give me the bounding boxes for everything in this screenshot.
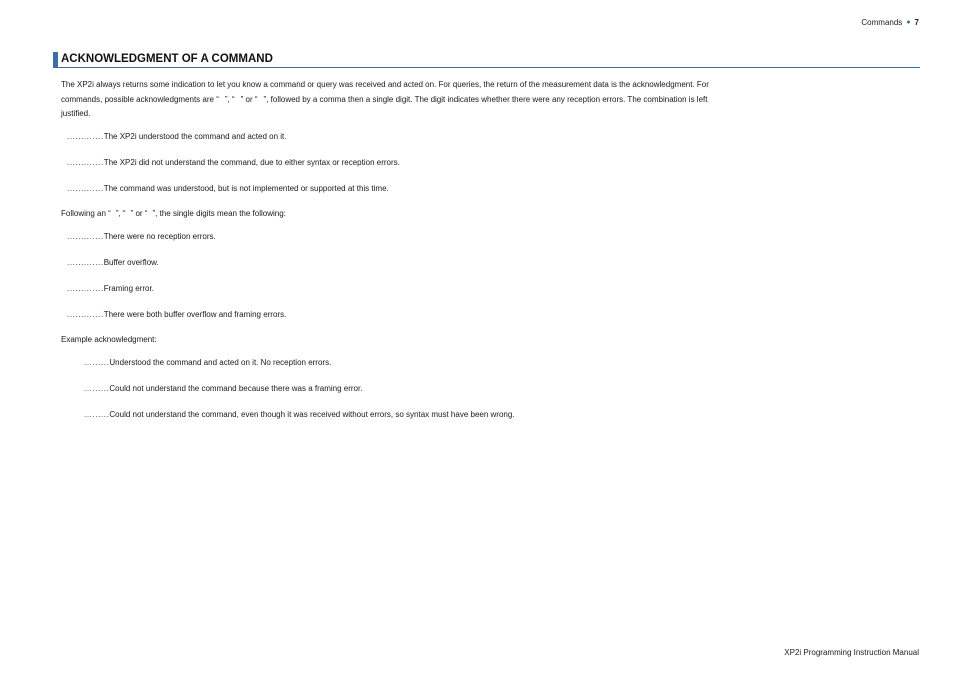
dot-leader: ............. <box>67 132 104 141</box>
dot-leader: ............. <box>67 284 104 293</box>
dot-leader: ............. <box>67 258 104 267</box>
example-row <box>84 384 362 394</box>
page-header <box>861 18 919 27</box>
following-text-1: Following an “ <box>61 209 111 218</box>
ack-code-row <box>67 184 389 194</box>
digit-code-description: Buffer overflow. <box>103 258 159 267</box>
following-text-4: ”, the single digits mean the following: <box>152 209 286 218</box>
following-paragraph <box>61 209 286 219</box>
digit-code-description: There were both buffer overflow and framing errors. <box>103 310 287 319</box>
example-row <box>84 410 515 420</box>
ack-code-row <box>67 132 286 142</box>
dot-leader: ......... <box>84 358 110 367</box>
following-text-2: ”, “ <box>115 209 126 218</box>
dot-leader: ............. <box>67 184 104 193</box>
dot-leader: ............. <box>67 310 104 319</box>
example-row <box>84 358 331 368</box>
dot-leader: ............. <box>67 232 104 241</box>
ack-code-description: The command was understood, but is not implemented or supported at this time. <box>103 184 389 193</box>
digit-code-description: There were no reception errors. <box>103 232 216 241</box>
example-description: Could not understand the command because there was a framing error. <box>109 384 363 393</box>
bullet-icon: ● <box>906 19 911 26</box>
example-label: Example acknowledgment: <box>61 335 157 344</box>
ack-code-row <box>67 158 400 168</box>
following-text-3: ” or “ <box>130 209 148 218</box>
intro-text-3: ” or “ <box>240 94 258 104</box>
example-description: Could not understand the command, even though it was received without errors, so syntax must have been wrong. <box>109 410 515 419</box>
intro-paragraph <box>61 78 721 122</box>
heading-bar-icon <box>53 52 58 67</box>
intro-text-4: ”, followed by a comma then a single digit. The digit indicates whether there were any reception errors. The combination is left justified. <box>61 94 708 118</box>
dot-leader: ............. <box>67 158 104 167</box>
header-section: Commands <box>861 18 903 27</box>
intro-text-1: The XP2i always returns some indication to let you know a command or query was received and acted on. For queries, the return of the measurement data is the acknowledgment. For commands, possible acknowledgments are “ <box>61 80 709 104</box>
digit-code-row <box>67 258 159 268</box>
section-heading <box>53 52 920 68</box>
dot-leader: ......... <box>84 410 110 419</box>
dot-leader: ......... <box>84 384 110 393</box>
example-description: Understood the command and acted on it. No reception errors. <box>109 358 332 367</box>
digit-code-row <box>67 232 216 242</box>
ack-code-description: The XP2i did not understand the command, due to either syntax or reception errors. <box>103 158 400 167</box>
digit-code-row <box>67 310 286 320</box>
page-footer: XP2i Programming Instruction Manual <box>784 648 919 657</box>
section-title: ACKNOWLEDGMENT OF A COMMAND <box>61 53 273 65</box>
page-number: 7 <box>914 18 919 27</box>
digit-code-row <box>67 284 154 294</box>
ack-code-description: The XP2i understood the command and acted on it. <box>103 132 287 141</box>
intro-text-2: ”, “ <box>224 94 235 104</box>
digit-code-description: Framing error. <box>103 284 154 293</box>
